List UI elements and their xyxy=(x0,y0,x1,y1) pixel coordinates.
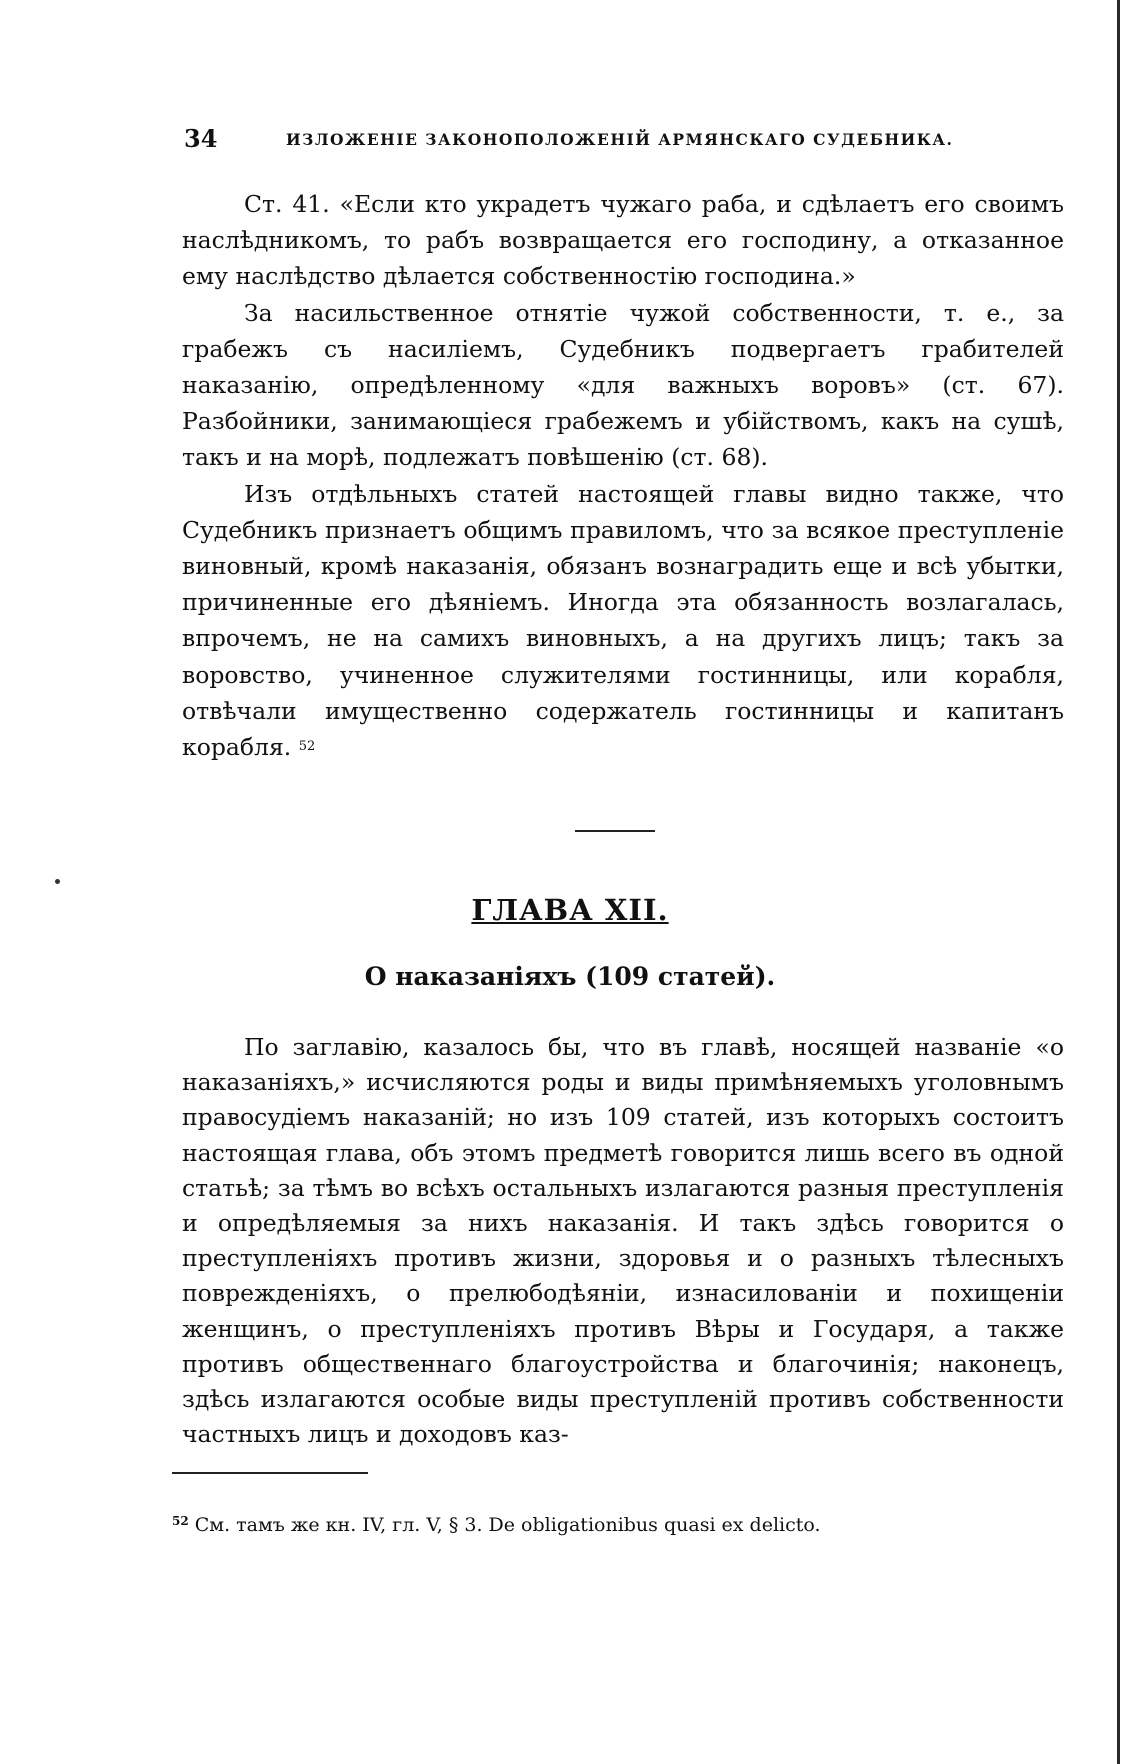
footnote-reference: 52 xyxy=(298,739,316,755)
page-header xyxy=(184,124,1064,154)
paragraph xyxy=(182,476,1064,766)
scan-speck xyxy=(55,879,60,884)
footnote-rule xyxy=(172,1472,368,1474)
chapter-subtitle: О наказаніяхъ (109 статей). xyxy=(364,962,776,991)
paragraph: Ст. 41. «Если кто украдетъ чужаго раба, и сдѣлаетъ его своимъ наслѣдникомъ, то рабъ возвращается его господину, а отказанное ему наслѣдство дѣлается собственностію господина.» xyxy=(182,190,1064,291)
paragraph: По заглавію, казалось бы, что въ главѣ, носящей названіе «о наказаніяхъ,» исчисляются роды и виды примѣняемыхъ уголовнымъ правосудіемъ наказаній; но изъ 109 статей, изъ которыхъ состоитъ настоящая глава, объ этомъ предметѣ говорится лишь всего въ одной статьѣ; за тѣмъ во всѣхъ остальныхъ излагаются разныя преступленія и опредѣляемыя за нихъ наказанія. И такъ здѣсь говорится о преступленіяхъ противъ жизни, здоровья и о разныхъ тѣлесныхъ поврежденіяхъ, о прелюбодѣяніи, изнасилованіи и похищеніи женщинъ, о преступленіяхъ противъ Вѣры и Государя, а также противъ общественнаго благоустройства и благочинія; наконецъ, здѣсь излагаются особые виды преступленій противъ собственности частныхъ лицъ и доходовъ каз- xyxy=(182,1033,1064,1449)
footnote-mark: 52 xyxy=(172,1514,189,1528)
scan-edge-line xyxy=(1117,0,1120,1764)
chapter-title: ГЛАВА XII. xyxy=(471,893,669,927)
footnote-text: См. тамъ же кн. IV, гл. V, § 3. De obligationibus quasi ex delicto. xyxy=(194,1514,821,1536)
running-title: ИЗЛОЖЕНІЕ ЗАКОНОПОЛОЖЕНІЙ АРМЯНСКАГО СУДЕБНИКА. xyxy=(286,130,954,149)
paragraph-text: Изъ отдѣльныхъ статей настоящей главы видно также, что Судебникъ признаетъ общимъ правиломъ, что за всякое преступленіе виновный, кромѣ наказанія, обязанъ вознаградить еще и всѣ убытки, причиненные его дѣяніемъ. Иногда эта обязанность возлагалась, впрочемъ, не на самихъ виновныхъ, а на другихъ лицъ; такъ за воровство, учиненное служителями гостинницы, или корабля, отвѣчали имущественно содержатель гостинницы и капитанъ корабля. xyxy=(182,479,1064,762)
text-block-top xyxy=(182,186,1064,765)
section-divider xyxy=(575,830,655,832)
paragraph: За насильственное отнятіе чужой собственности, т. е., за грабежъ съ насиліемъ, Судебникъ подвергаетъ грабителей наказанію, опредѣленному «для важныхъ воровъ» (ст. 67). Разбойники, занимающіеся грабежемъ и убійствомъ, какъ на сушѣ, такъ и на морѣ, подлежатъ повѣшенію (ст. 68). xyxy=(182,298,1064,472)
footnote xyxy=(172,1514,1072,1536)
page-number: 34 xyxy=(184,124,218,153)
text-block-bottom xyxy=(182,1030,1064,1452)
